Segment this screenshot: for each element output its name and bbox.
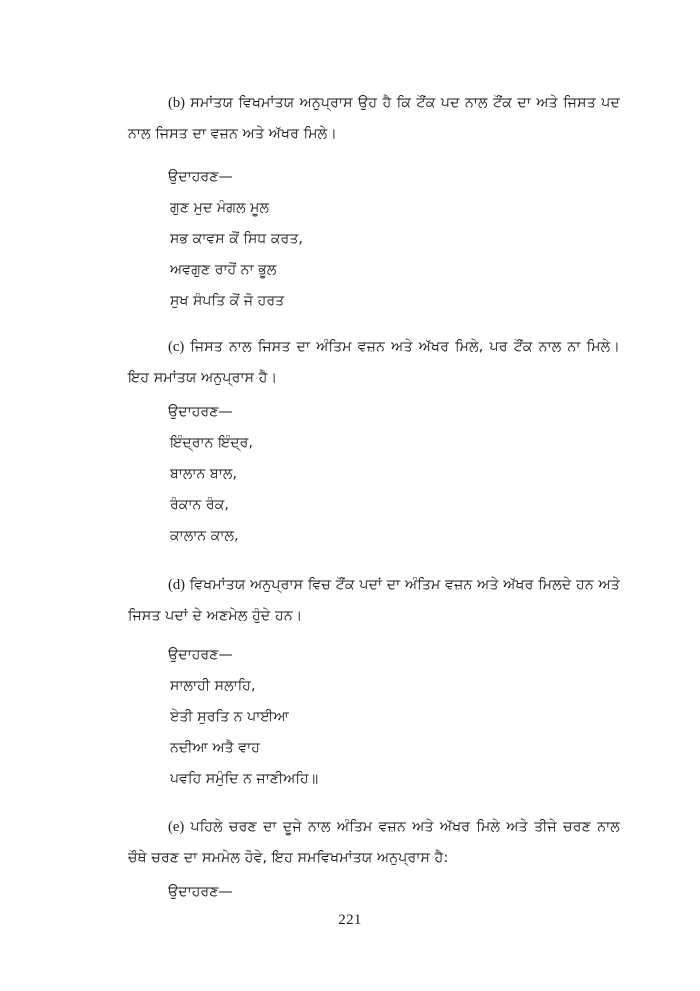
page-number: 221 bbox=[338, 912, 362, 928]
section-d-example-heading: ਉਦਾਹਰਣ— bbox=[168, 647, 233, 663]
section-c-example-heading: ਉਦਾਹਰਣ— bbox=[168, 404, 233, 420]
section-b-verse-line-4: ਸੁਖ ਸੰਪਤਿ ਕੋਂ ਜੋ ਹਰਤ bbox=[170, 293, 285, 309]
section-d-verse-line-3: ਨਦੀਆ ਅਤੈ ਵਾਹ bbox=[170, 740, 260, 756]
section-d-label: (d) bbox=[168, 577, 186, 593]
section-c-paragraph bbox=[128, 332, 620, 394]
section-b-verse-line-1: ਗੁਣ ਮੁਦ ਮੰਗਲ ਮੂਲ bbox=[170, 200, 270, 216]
section-b-text: ਸਮਾਂਤਯ ਵਿਖਮਾਂਤਯ ਅਨੁਪ੍ਰਾਸ ਉਹ ਹੈ ਕਿ ਟੌਂਕ ਪਦ ਨਾਲ ਟੌਂਕ ਦਾ ਅਤੇ ਜਿਸਤ ਪਦ ਨਾਲ ਜਿਸਤ ਦਾ ਵਜ਼ਨ ਅਤੇ ਅੱਖਰ ਮਿਲੇ। bbox=[128, 95, 620, 142]
section-b-verse-line-3: ਅਵਗੁਣ ਰਾਹੋਂ ਨਾ ਭੂਲ bbox=[170, 262, 277, 278]
section-b-paragraph bbox=[128, 88, 620, 150]
section-e-text: ਪਹਿਲੇ ਚਰਣ ਦਾ ਦੂਜੇ ਨਾਲ ਅੰਤਿਮ ਵਜ਼ਨ ਅਤੇ ਅੱਖਰ ਮਿਲੇ ਅਤੇ ਤੀਜੇ ਚਰਣ ਨਾਲ ਚੌਥੇ ਚਰਣ ਦਾ ਸਮਮੇਲ ਹੋਵੇ, ਇਹ ਸਮਵਿਖਮਾਂਤਯ ਅਨੁਪ੍ਰਾਸ ਹੈ: bbox=[128, 819, 620, 866]
section-e-example-heading: ਉਦਾਹਰਣ— bbox=[168, 884, 233, 900]
section-e-paragraph bbox=[128, 812, 620, 874]
section-b-verse-line-2: ਸਭ ਕਾਵਸ ਕੋਂ ਸਿਧ ਕਰਤ, bbox=[170, 231, 303, 247]
section-d-verse-line-2: ਏਤੀ ਸੁਰਤਿ ਨ ਪਾਈਆ bbox=[170, 709, 289, 725]
section-e-label: (e) bbox=[168, 819, 185, 835]
section-d-verse-line-4: ਪਵਹਿ ਸਮੁੰਦਿ ਨ ਜਾਣੀਅਹਿ॥ bbox=[170, 771, 319, 787]
section-c-verse-line-1: ਇੰਦ੍ਰਾਨ ਇੰਦ੍ਰ, bbox=[170, 435, 253, 451]
section-c-label: (c) bbox=[168, 339, 185, 355]
section-c-verse-line-3: ਰੰਕਾਨ ਰੰਕ, bbox=[170, 497, 229, 513]
section-d-text: ਵਿਖਮਾਂਤਯ ਅਨੁਪ੍ਰਾਸ ਵਿਚ ਟੌਂਕ ਪਦਾਂ ਦਾ ਅੰਤਿਮ ਵਜ਼ਨ ਅਤੇ ਅੱਖਰ ਮਿਲਦੇ ਹਨ ਅਤੇ ਜਿਸਤ ਪਦਾਂ ਦੇ ਅਣਮੇਲ ਹੁੰਦੇ ਹਨ। bbox=[128, 577, 620, 624]
section-b-label: (b) bbox=[168, 95, 186, 111]
section-d-verse-line-1: ਸਾਲਾਹੀ ਸਲਾਹਿ, bbox=[170, 678, 256, 694]
section-c-verse-line-2: ਬਾਲਾਨ ਬਾਲ, bbox=[170, 466, 237, 482]
section-b-example-heading: ਉਦਾਹਰਣ— bbox=[168, 169, 233, 185]
section-c-text: ਜਿਸਤ ਨਾਲ ਜਿਸਤ ਦਾ ਅੰਤਿਮ ਵਜ਼ਨ ਅਤੇ ਅੱਖਰ ਮਿਲੇ, ਪਰ ਟੌਂਕ ਨਾਲ ਨਾ ਮਿਲੇ। ਇਹ ਸਮਾਂਤਯ ਅਨੁਪ੍ਰਾਸ ਹੈ। bbox=[128, 339, 620, 386]
section-c-verse-line-4: ਕਾਲਾਨ ਕਾਲ, bbox=[170, 528, 239, 544]
section-d-paragraph bbox=[128, 570, 620, 632]
